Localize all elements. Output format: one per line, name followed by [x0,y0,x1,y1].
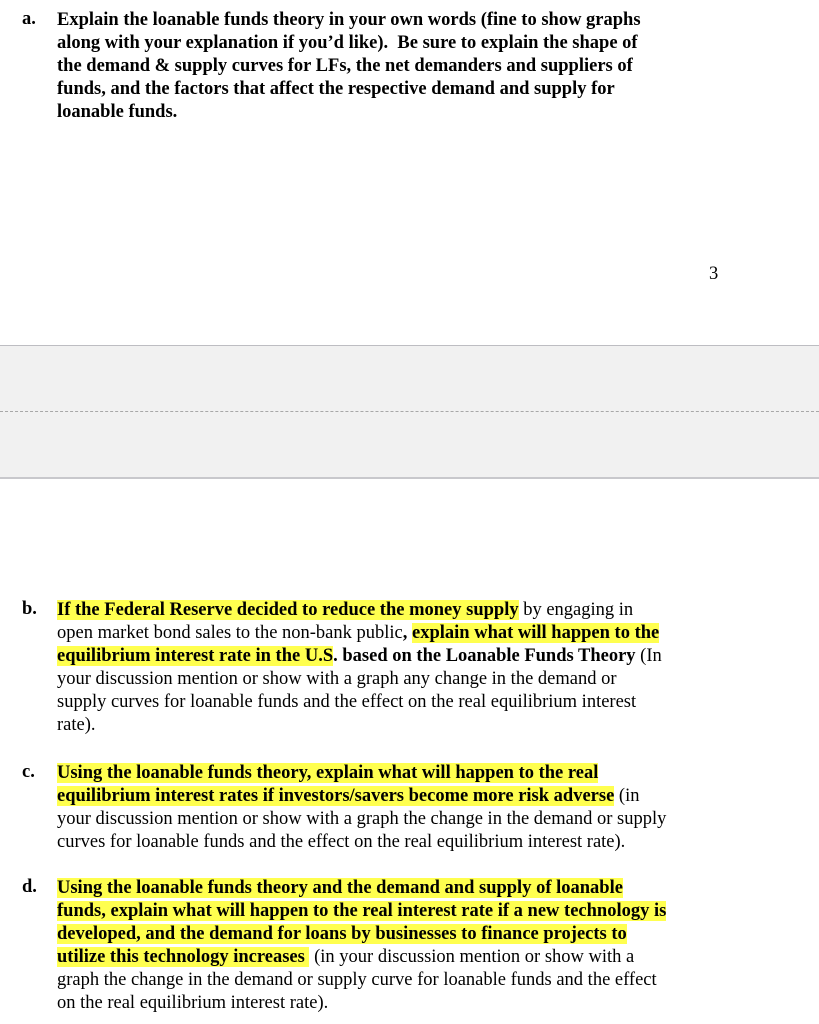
text-line [57,900,666,923]
text-line [57,101,177,124]
text-line [57,32,638,55]
text-segment: graph the change in the demand or supply curve for loanable funds and the effect [57,970,657,990]
text-segment: rate). [57,715,96,735]
text-line [57,622,659,645]
text-segment: loanable funds. [57,102,178,122]
highlighted-text: Using the loanable funds theory, explain what will happen to the real [57,763,599,783]
text-line [57,877,623,900]
text-segment: supply curves for loanable funds and the effect on the real equilibrium interest [57,692,637,712]
text-segment: the demand & supply curves for LFs, the net demanders and suppliers of [57,56,633,76]
text-line [57,55,633,78]
question-label: d. [22,877,37,897]
text-line [57,668,617,691]
text-segment: curves for loanable funds and the effect on the real equilibrium interest rate). [57,832,626,852]
text-segment: (in your discussion mention or show with a [309,947,635,967]
text-segment: by engaging in [518,600,634,620]
highlighted-text: funds, explain what will happen to the real interest rate if a new technology is [57,901,667,921]
page-number: 3 [709,264,719,284]
highlighted-text: equilibrium interest rates if investors/savers become more risk adverse [57,786,615,806]
text-segment: on the real equilibrium interest rate). [57,993,329,1013]
question-label: a. [22,9,36,29]
text-line [57,645,662,668]
highlighted-text: If the Federal Reserve decided to reduce the money supply [57,600,519,620]
text-line [57,762,598,785]
text-line [57,969,657,992]
highlighted-text: explain what will happen to the [412,623,660,643]
question-label: b. [22,599,37,619]
text-segment: along with your explanation if you’d like). Be sure to explain the shape of [57,33,638,53]
highlighted-text: developed, and the demand for loans by businesses to finance projects to [57,924,627,944]
highlighted-text: Using the loanable funds theory and the demand and supply of loanable [57,878,623,898]
page-break-divider [0,411,819,412]
text-line [57,923,627,946]
text-segment: (in [614,786,640,806]
highlighted-text: equilibrium interest rate in the U.S [57,646,334,666]
text-segment: Explain the loanable funds theory in your own words (fine to show graphs [57,10,641,30]
text-segment: , [402,623,413,643]
text-line [57,992,328,1015]
text-line [57,785,639,808]
text-line [57,714,96,737]
text-line [57,9,641,32]
text-line [57,599,633,622]
text-segment: funds, and the factors that affect the respective demand and supply for [57,79,615,99]
text-segment: . based on the Loanable Funds Theory [333,646,636,666]
text-line [57,78,615,101]
text-line [57,946,634,969]
text-segment: open market bond sales to the non-bank public [57,623,403,643]
page-break-area [0,345,819,479]
text-line [57,831,625,854]
text-segment: your discussion mention or show with a graph the change in the demand or supply [57,809,667,829]
text-segment: (In [635,646,662,666]
question-label: c. [22,762,35,782]
text-segment: your discussion mention or show with a graph any change in the demand or [57,669,617,689]
highlighted-text: utilize this technology increases [57,947,310,967]
text-line [57,691,636,714]
text-line [57,808,666,831]
